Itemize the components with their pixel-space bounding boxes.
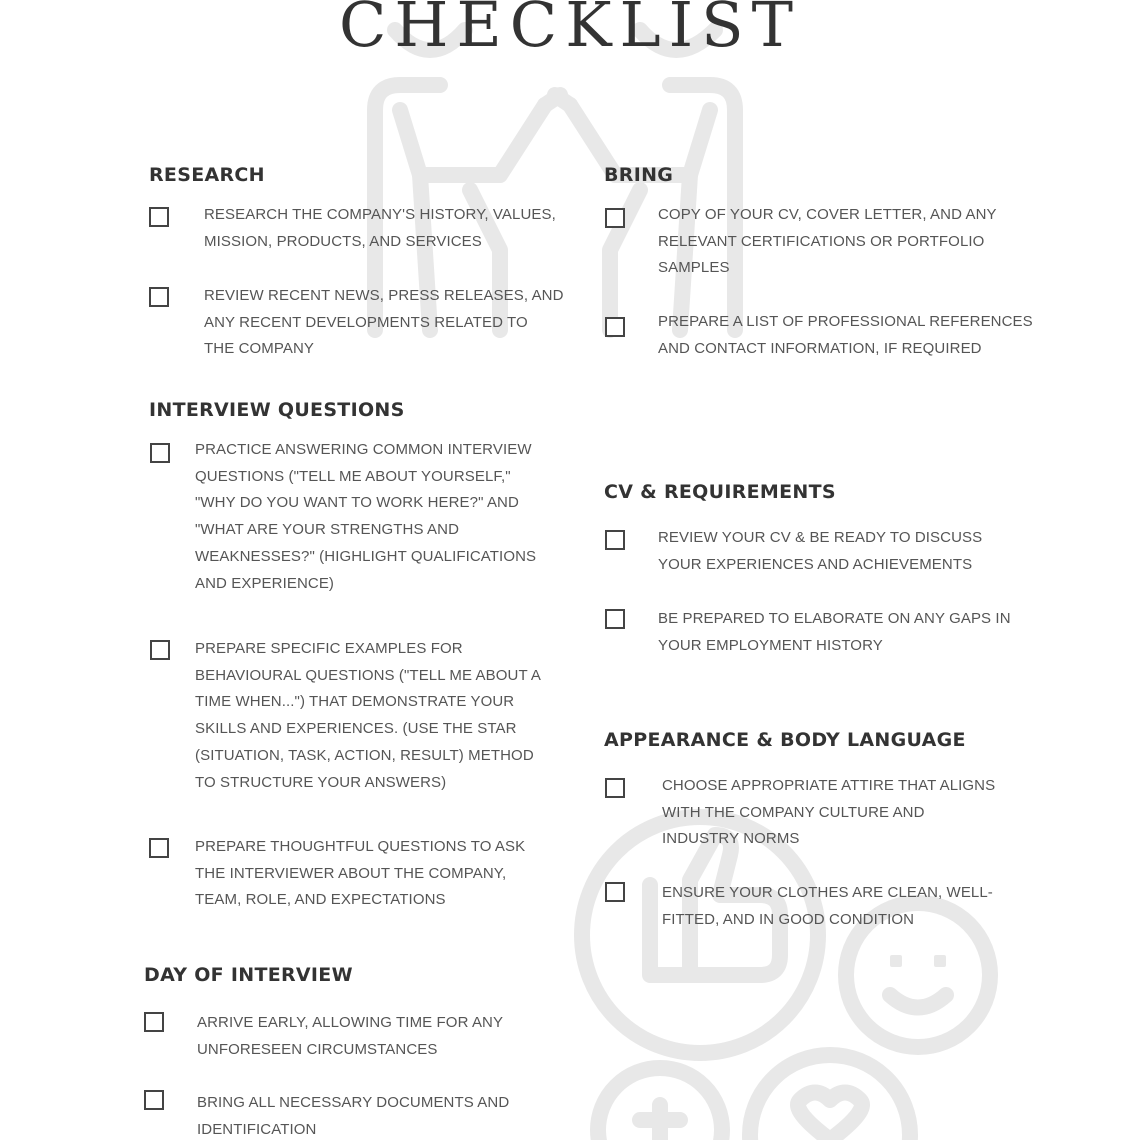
page-title: CHECKLIST [338,0,801,61]
checkbox[interactable] [149,207,169,227]
item-text: REVIEW YOUR CV & BE READY TO DISCUSS YOUR EXPERIENCES AND ACHIEVEMENTS [658,529,983,573]
checkbox[interactable] [144,1090,164,1110]
item-text: PREPARE A LIST OF PROFESSIONAL REFERENCES AND CONTACT INFORMATION, IF REQUIRED [658,313,1033,357]
item-text: PREPARE SPECIFIC EXAMPLES FOR BEHAVIOURAL QUESTIONS ("TELL ME ABOUT A TIME WHEN...") THAT DEMONSTRATE YOUR SKILLS AND EXPERIENCES. (USE THE STAR (SITUATION, TASK, ACTION, RESULT) METHOD TO STRUCTURE YOUR ANSWERS) [195,640,541,791]
item-text: PRACTICE ANSWERING COMMON INTERVIEW QUESTIONS ("TELL ME ABOUT YOURSELF," "WHY DO YOU WANT TO WORK HERE?" AND "WHAT ARE YOUR STRENGTHS AND WEAKNESSES?" (HIGHLIGHT QUALIFICATIONS AND EXPERIENCE) [195,441,537,592]
section-heading: BRING [604,164,674,186]
heart-icon [750,1055,910,1140]
item-text: RESEARCH THE COMPANY'S HISTORY, VALUES, MISSION, PRODUCTS, AND SERVICES [204,206,556,250]
section-heading: DAY OF INTERVIEW [144,964,353,986]
section-interview-questions [149,399,405,421]
section-research [149,164,265,186]
item-text: ARRIVE EARLY, ALLOWING TIME FOR ANY UNFORESEEN CIRCUMSTANCES [197,1014,504,1058]
checkbox[interactable] [149,287,169,307]
item-text: CHOOSE APPROPRIATE ATTIRE THAT ALIGNS WITH THE COMPANY CULTURE AND INDUSTRY NORMS [662,777,996,848]
checkbox[interactable] [605,317,625,337]
item-text: ENSURE YOUR CLOTHES ARE CLEAN, WELL- FITTED, AND IN GOOD CONDITION [662,884,993,928]
checkbox[interactable] [605,530,625,550]
section-day-of-interview [144,964,353,986]
item-text: REVIEW RECENT NEWS, PRESS RELEASES, AND ANY RECENT DEVELOPMENTS RELATED TO THE COMPANY [204,287,564,358]
checkbox[interactable] [144,1012,164,1032]
section-heading: INTERVIEW QUESTIONS [149,399,405,421]
checkbox[interactable] [149,838,169,858]
section-cv-requirements [604,481,836,503]
checkbox[interactable] [605,882,625,902]
section-heading: APPEARANCE & BODY LANGUAGE [604,729,966,751]
checkbox[interactable] [150,640,170,660]
plus-icon [598,1068,722,1140]
section-heading: CV & REQUIREMENTS [604,481,836,503]
item-text: COPY OF YOUR CV, COVER LETTER, AND ANY RELEVANT CERTIFICATIONS OR PORTFOLIO SAMPLES [658,206,997,277]
section-heading: RESEARCH [149,164,265,186]
section-appearance [604,729,966,751]
item-text: BE PREPARED TO ELABORATE ON ANY GAPS IN YOUR EMPLOYMENT HISTORY [658,610,1011,654]
item-text: BRING ALL NECESSARY DOCUMENTS AND IDENTIFICATION [197,1094,510,1138]
checkbox[interactable] [605,208,625,228]
checkbox[interactable] [605,778,625,798]
checkbox[interactable] [150,443,170,463]
checkbox[interactable] [605,609,625,629]
item-text: PREPARE THOUGHTFUL QUESTIONS TO ASK THE INTERVIEWER ABOUT THE COMPANY, TEAM, ROLE, AND EXPECTATIONS [195,838,526,909]
section-bring [604,164,673,186]
